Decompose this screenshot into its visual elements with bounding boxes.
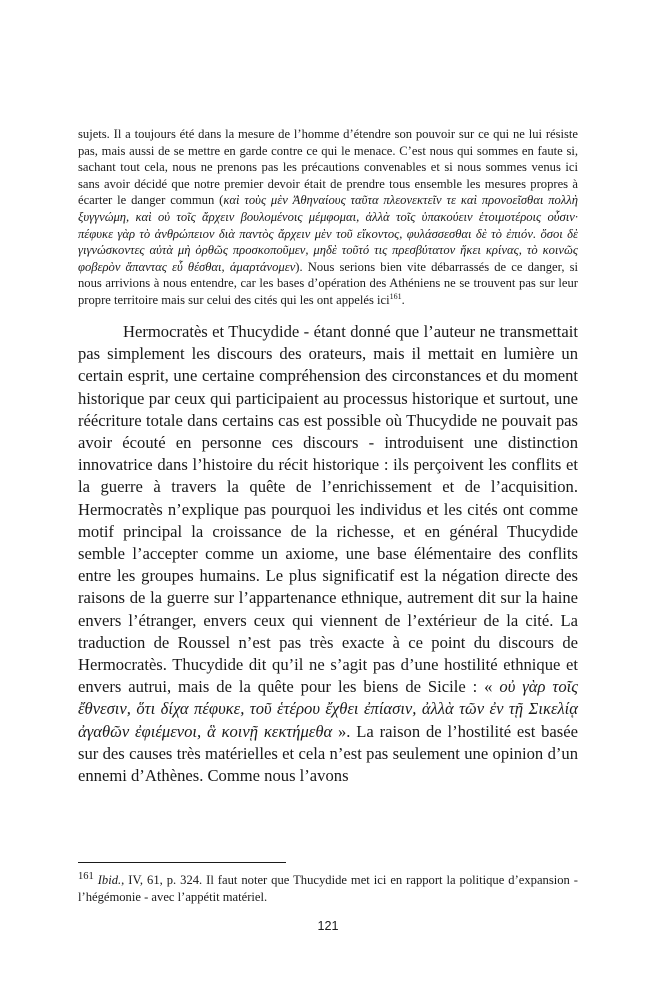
footnote-text: , IV, 61, p. 324. Il faut noter que Thucydide met ici en rapport la politique d’expansion - l’hégémonie - avec l’appétit matériel.	[78, 873, 578, 904]
body-text-start: Hermocratès et Thucydide - étant donné que l’auteur ne transmettait pas simplement les discours des orateurs, mais il mettait en lumière un certain esprit, une certaine compréhension des circonstances et du moment historique par ceux qui participaient au processus historique et surtout, une réécriture totale dans certains cas est possible où Thucydide ne pouvait pas avoir écouté en personne ces discours - introduisent une distinction innovatrice dans l’histoire du récit historique : ils perçoivent les conflits et la guerre à travers la quête de l’enrichissement et de l’acquisition. Hermocratès n’explique pas pourquoi les individus et les cités ont comme motif principal la croissance de la richesse, et en général Thucydide semble l’accepter comme un axiome, une base élémentaire des conflits entre les groupes humains. Le plus significatif est la négation directe des raisons de la guerre sur l’appartenance ethnique, autrement dit sur la haine envers l’étranger, envers ceux qui viennent de l’extérieur de la cité. La traduction de Roussel n’est pas très exacte à ce point du discours de Hermocratès. Thucydide dit qu’il ne s’agit pas d’une hostilité ethnique et envers autrui, mais de la quête pour les biens de Sicile : «	[78, 322, 578, 697]
footnote-161	[78, 869, 578, 905]
quote-final-period: .	[401, 292, 405, 307]
body-paragraph	[78, 321, 578, 787]
body-text-end: ». La raison de l’hostilité est basée sur des causes très matérielles et cela n’est pas seulement une opinion d’un ennemi d’Athènes. Comme nous l’avons	[78, 721, 578, 786]
book-page	[78, 0, 578, 1006]
quote-text-end: ). Nous serions bien vite débarrassés de ce danger, si nous arrivions à nous entendre, car les bases d’opération des Athéniens ne se trouvent pas sur leur propre territoire mais sur celui des cités qui les ont appelés ici	[78, 259, 578, 307]
body-greek-quotation: οὐ γὰρ τοῖς ἔθνεσιν, ὅτι δίχα πέφυκε, τοῦ ἑτέρου ἔχθει ἐπίασιν, ἀλλὰ τῶν ἐν τῇ Σικελίᾳ ἀγαθῶν ἐφιέμενοι, ἃ κοινῇ κεκτήμεθα	[78, 677, 578, 741]
footnote-ibid: Ibid.	[97, 873, 122, 888]
footnote-separator	[78, 862, 286, 863]
page-number: 121	[317, 919, 339, 933]
footnote-reference[interactable]: 161	[389, 291, 402, 301]
quote-text-start: sujets. Il a toujours été dans la mesure de l’homme d’étendre son pouvoir sur ce qui ne lui résiste pas, mais aussi de se mettre en garde contre ce qui le menace. C’est nous qui sommes en faute si, sachant tout cela, nous ne prenons pas les précautions convenables et si nous sommes venus ici sans avoir décidé que notre premier devoir était de prendre tous ensemble les mesures propres à écarter le danger commun (	[78, 127, 578, 208]
footnote-number: 161	[78, 871, 94, 882]
quote-greek-passage: καὶ τοὺς μὲν Ἀθηναίους ταῦτα πλεονεκτεῖν τε καὶ προνοεῖσθαι πολλὴ ξυγγνώμη, καὶ οὐ τοῖς ἄρχειν βουλομένοις μέμφομαι, ἀλλὰ τοῖς ὑπακούειν ἑτοιμοτέροις οὖσιν· πέφυκε γὰρ τὸ ἀνθρώπειον διὰ παντὸς ἄρχειν μὲν τοῦ εἴκοντος, φυλάσσεσθαι δὲ τὸ ἐπιόν. ὅσοι δὲ γιγνώσκοντες αὐτὰ μὴ ὀρθῶς προσκοποῦμεν, μηδὲ τοῦτό τις πρεσβύτατον ἥκει κρίνας, τὸ κοινῶς φοβερὸν ἅπαντας εὖ θέσθαι, ἁμαρτάνομεν	[78, 193, 578, 274]
block-quote	[78, 126, 578, 309]
